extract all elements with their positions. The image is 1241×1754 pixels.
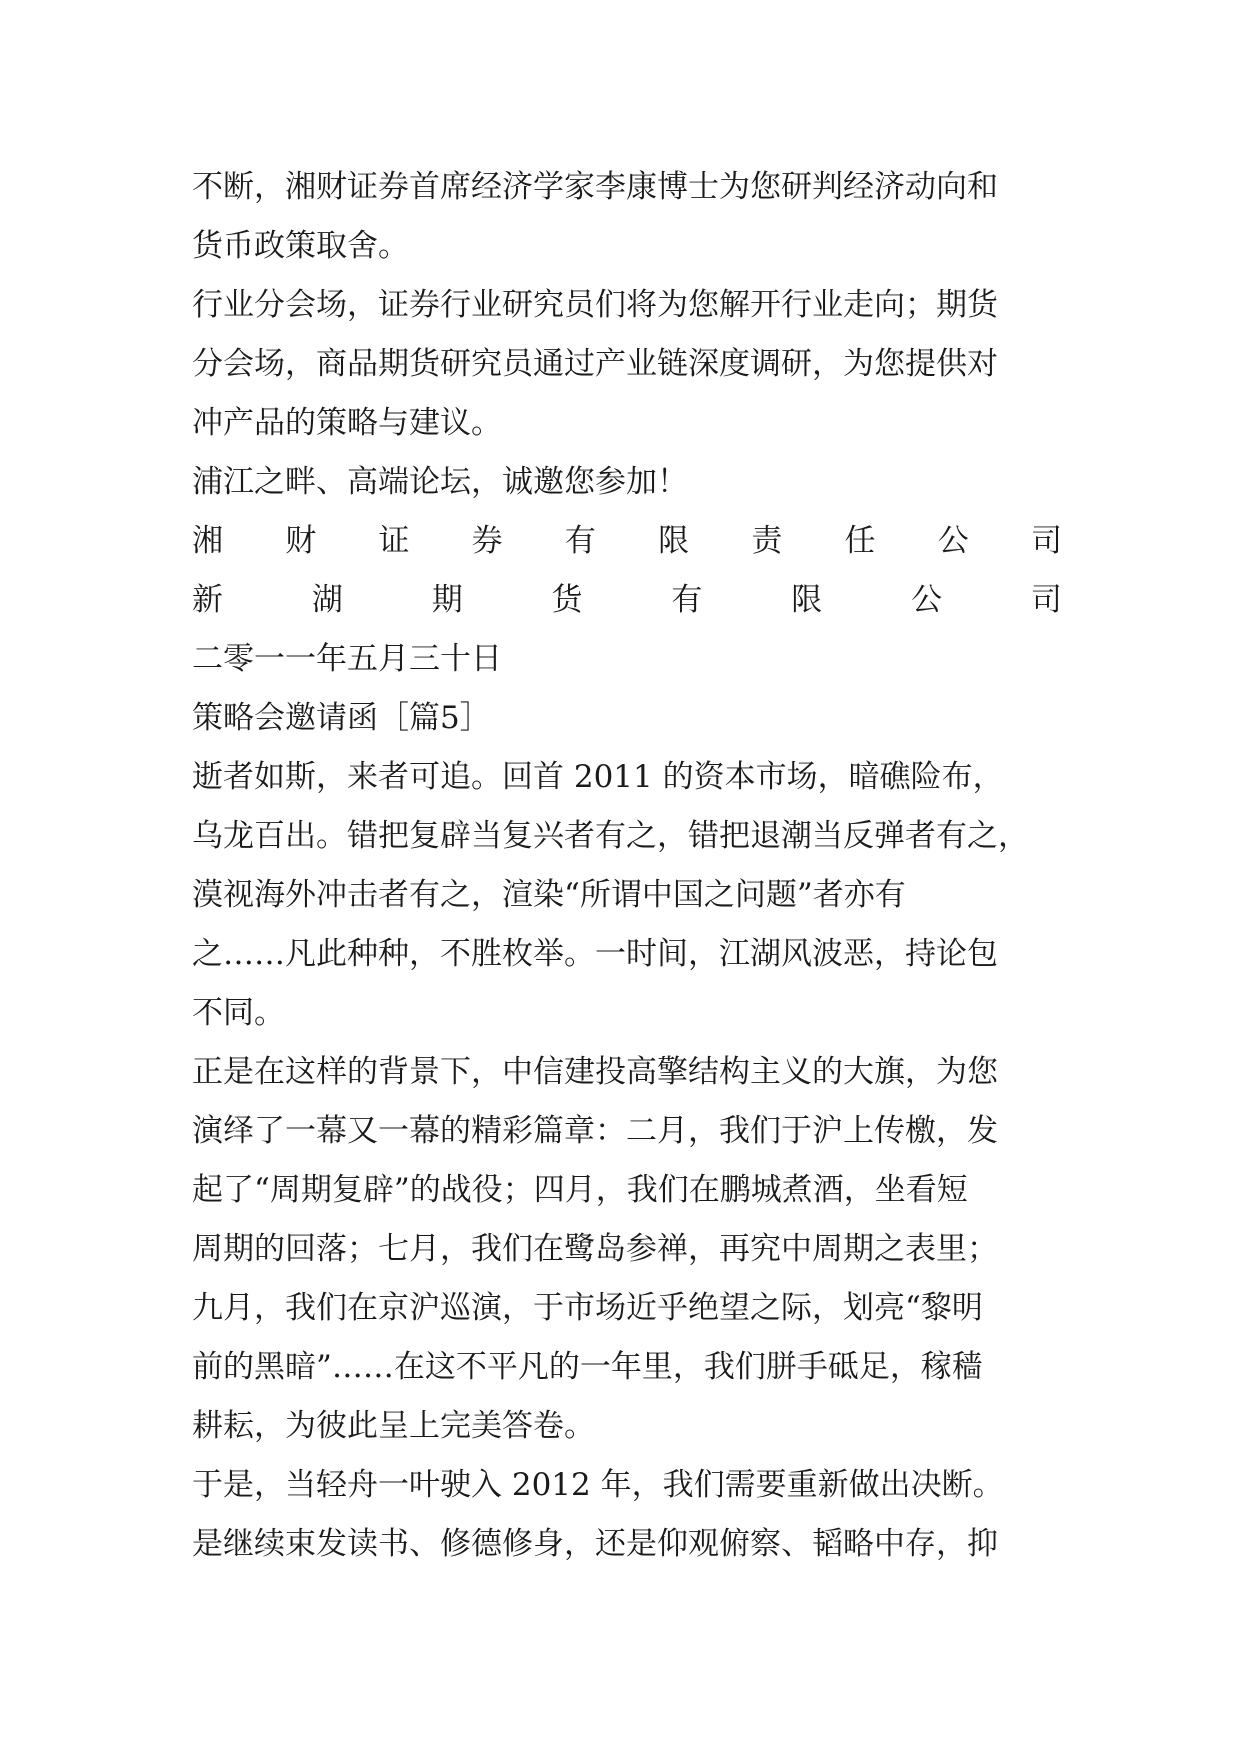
text-line: 行业分会场，证券行业研究员们将为您解开行业走向；期货 xyxy=(192,287,998,323)
text-line: 不断，湘财证券首席经济学家李康博士为您研判经济动向和 xyxy=(192,169,998,205)
text-line: 浦江之畔、高端论坛，诚邀您参加！ xyxy=(192,464,688,500)
text-line: 逝者如斯，来者可追。回首 2011 的资本市场，暗礁险布， xyxy=(192,759,1004,795)
signature-char: 湘 xyxy=(192,523,223,559)
signature-char: 证 xyxy=(378,523,410,559)
section-title: 策略会邀请函［篇5］ xyxy=(192,700,491,736)
text-line: 冲产品的策略与建议。 xyxy=(192,405,502,441)
signature-char: 有 xyxy=(671,582,703,618)
text-line: 之……凡此种种，不胜枚举。一时间，江湖风波恶，持论包 xyxy=(192,936,998,972)
signature-char: 有 xyxy=(564,523,596,559)
signature-char: 任 xyxy=(844,523,876,559)
signature-char: 货 xyxy=(551,582,583,618)
text-line: 正是在这样的背景下，中信建投高擎结构主义的大旗，为您 xyxy=(192,1054,998,1090)
signature-char: 湖 xyxy=(311,582,343,618)
signature-char: 券 xyxy=(471,523,503,559)
text-line: 漠视海外冲击者有之，渲染“所谓中国之问题”者亦有 xyxy=(192,877,906,913)
text-line: 起了“周期复辟”的战役；四月，我们在鹏城煮酒，坐看短 xyxy=(192,1172,968,1208)
signature-company-1 xyxy=(192,512,1062,571)
text-line: 九月，我们在京沪巡演，于市场近乎绝望之际，划亮“黎明 xyxy=(192,1290,983,1326)
signature-char: 责 xyxy=(751,523,783,559)
signature-char: 限 xyxy=(791,582,823,618)
signature-char: 新 xyxy=(192,582,223,618)
text-line: 不同。 xyxy=(192,995,285,1031)
document-body xyxy=(192,158,1062,1574)
date-line: 二零一一年五月三十日 xyxy=(192,641,502,677)
text-line: 是继续束发读书、修德修身，还是仰观俯察、韬略中存，抑 xyxy=(192,1526,998,1562)
signature-char: 财 xyxy=(285,523,317,559)
text-line: 于是，当轻舟一叶驶入 2012 年，我们需要重新做出决断。 xyxy=(192,1467,1004,1503)
signature-char: 公 xyxy=(911,582,943,618)
text-line: 演绎了一幕又一幕的精彩篇章：二月，我们于沪上传檄，发 xyxy=(192,1113,998,1149)
text-line: 耕耘，为彼此呈上完美答卷。 xyxy=(192,1408,595,1444)
signature-char: 司 xyxy=(1030,582,1062,618)
signature-char: 限 xyxy=(658,523,690,559)
text-line: 货币政策取舍。 xyxy=(192,228,409,264)
signature-char: 期 xyxy=(431,582,463,618)
signature-char: 公 xyxy=(937,523,969,559)
signature-char: 司 xyxy=(1030,523,1062,559)
signature-company-2 xyxy=(192,571,1062,630)
text-line: 分会场，商品期货研究员通过产业链深度调研，为您提供对 xyxy=(192,346,998,382)
text-line: 周期的回落；七月，我们在鹭岛参禅，再究中周期之表里； xyxy=(192,1231,998,1267)
text-line: 乌龙百出。错把复辟当复兴者有之，错把退潮当反弹者有之， xyxy=(192,818,1029,854)
text-line: 前的黑暗”……在这不平凡的一年里，我们胼手砥足，稼穑 xyxy=(192,1349,983,1385)
